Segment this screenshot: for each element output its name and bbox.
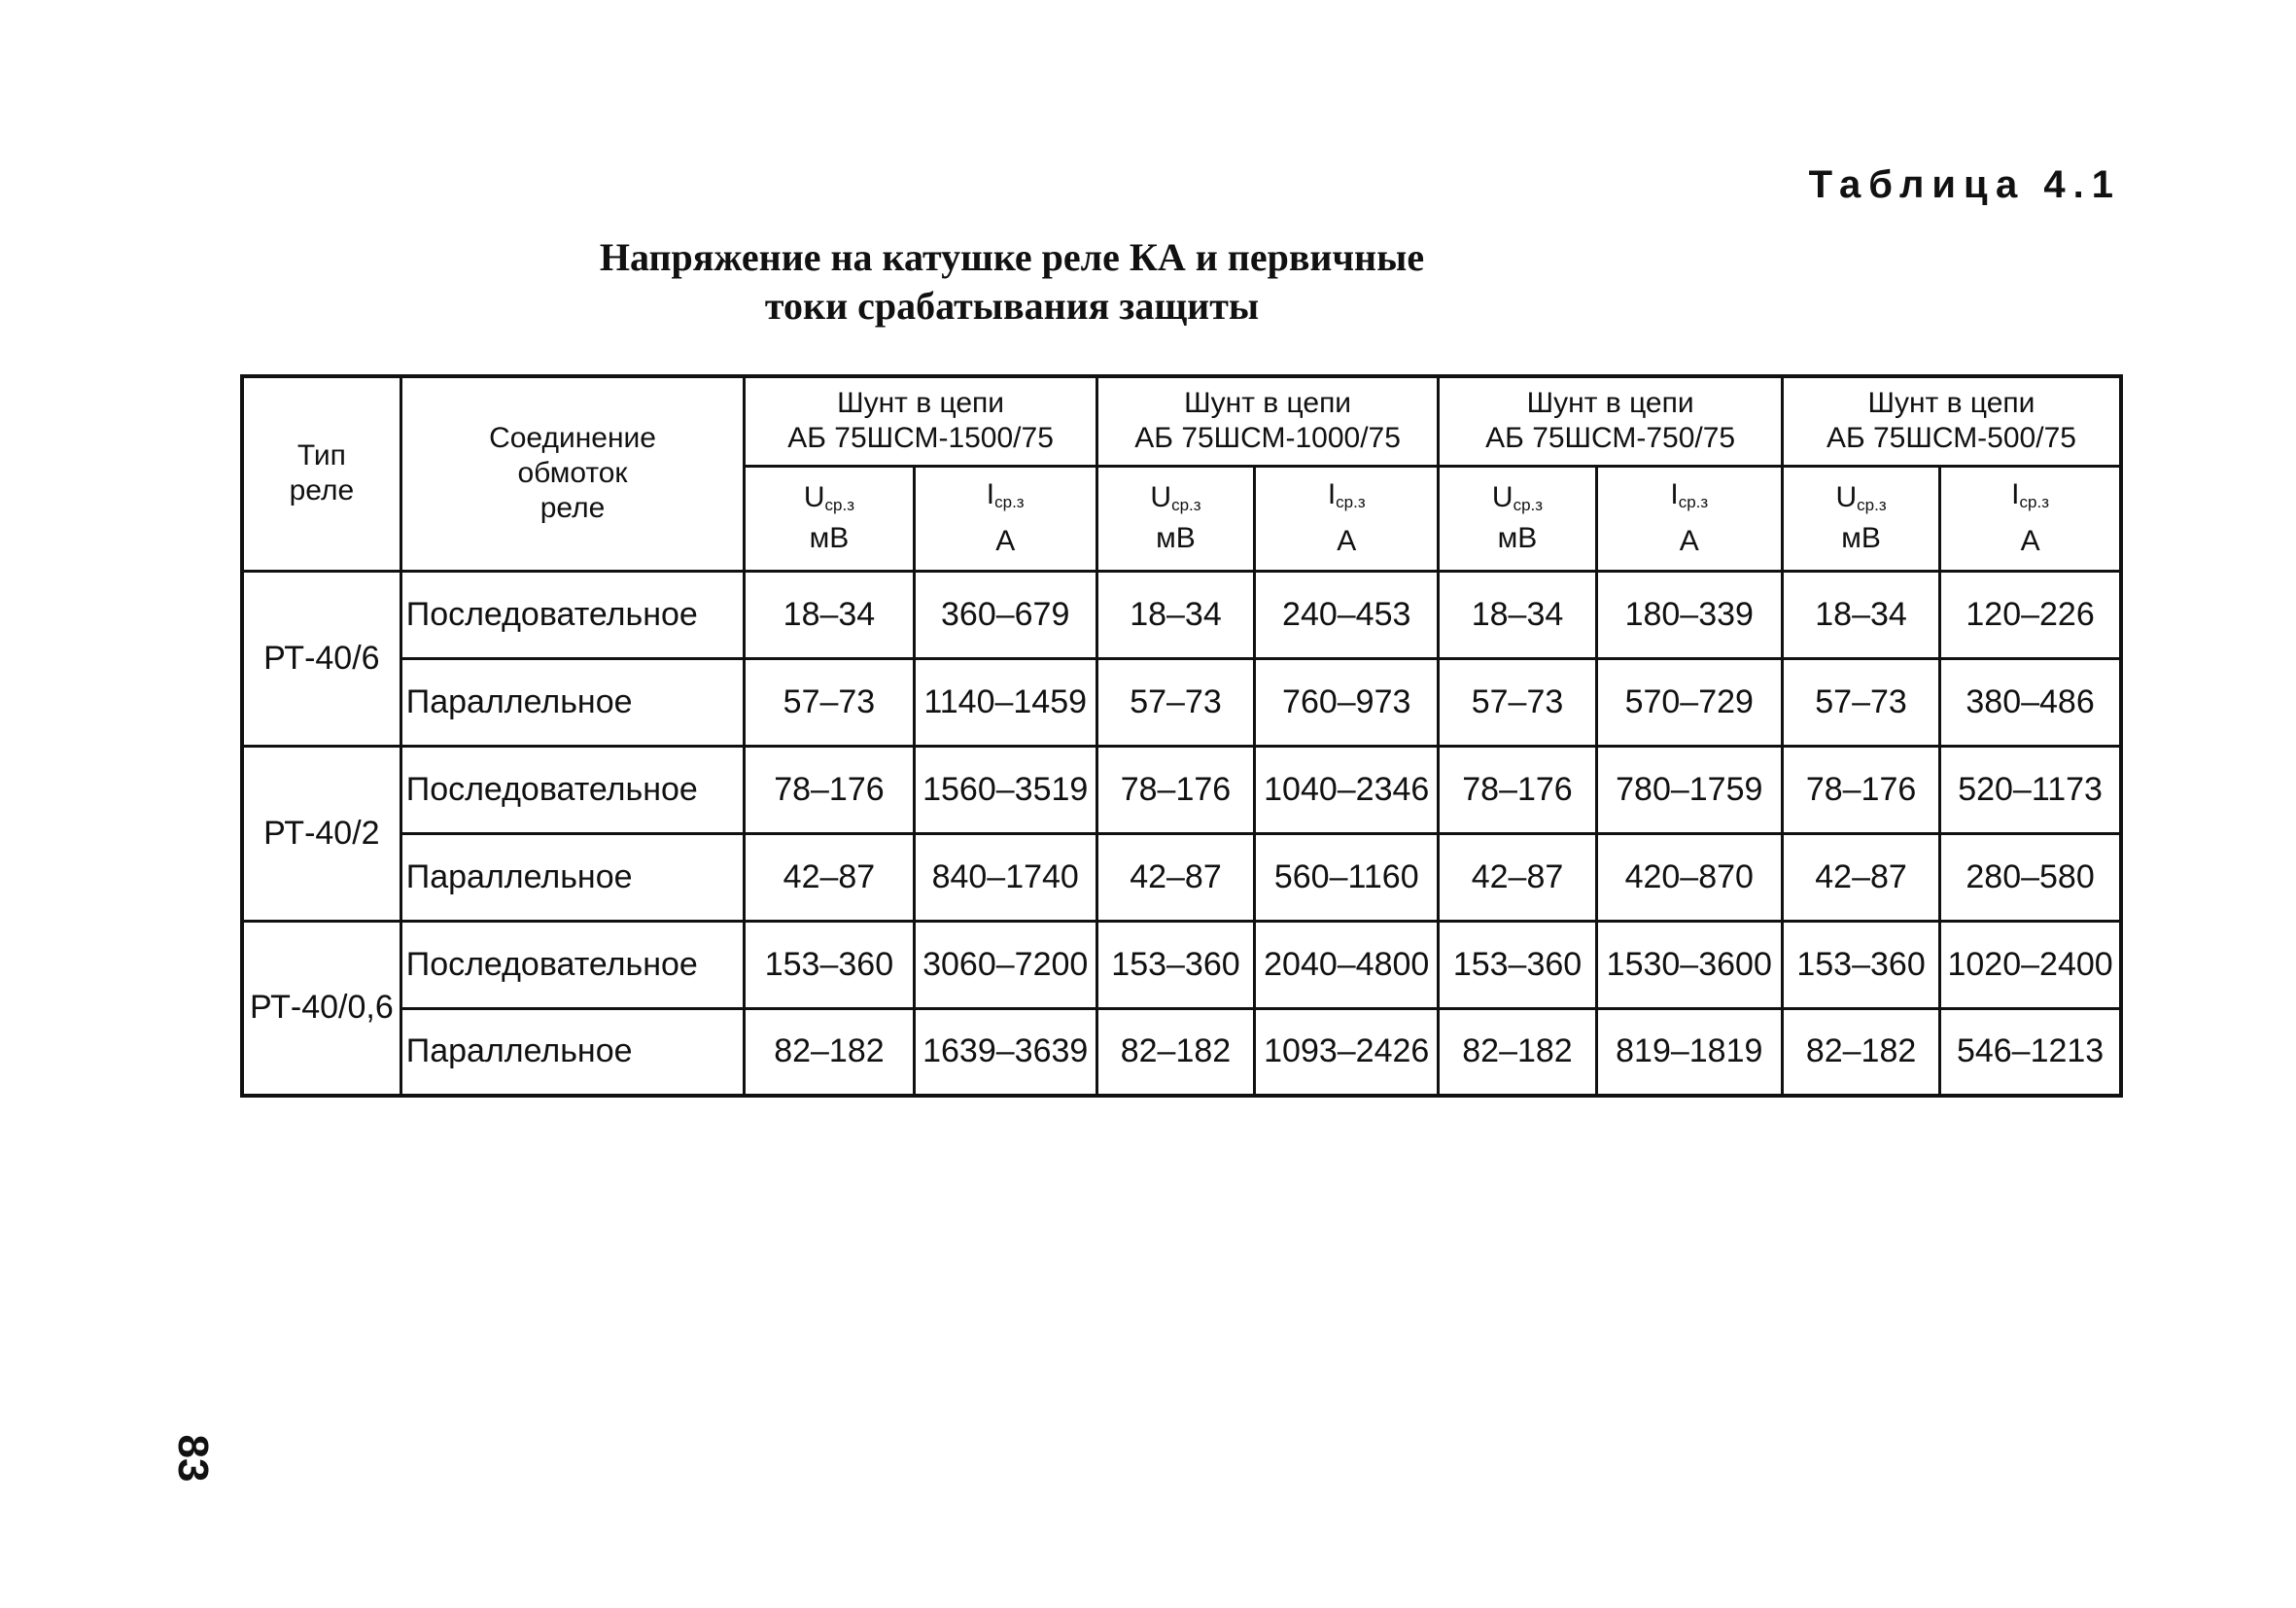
current-cell: 1530–3600 <box>1596 921 1782 1008</box>
table-row <box>242 921 2121 1008</box>
table-row <box>242 1008 2121 1096</box>
current-cell: 780–1759 <box>1596 746 1782 833</box>
header-i-srz: $I_{ср.з}$ А <box>1596 466 1782 571</box>
relay-table <box>240 374 2123 1098</box>
connection-cell: Последовательное <box>400 571 745 658</box>
table-row <box>242 658 2121 746</box>
header-relay-type: Тип реле <box>242 376 400 571</box>
table-label: Таблица 4.1 <box>1808 163 2121 206</box>
current-cell: 180–339 <box>1596 571 1782 658</box>
connection-cell: Последовательное <box>400 746 745 833</box>
voltage-cell: 18–34 <box>745 571 914 658</box>
voltage-cell: 78–176 <box>1439 746 1596 833</box>
header-i-srz: $I_{ср.з}$ А <box>1255 466 1439 571</box>
current-cell: 240–453 <box>1255 571 1439 658</box>
header-shunt-500: Шунт в цепи АБ 75ШСМ-500/75 <box>1782 376 2121 466</box>
current-cell: 546–1213 <box>1940 1008 2121 1096</box>
current-cell: 120–226 <box>1940 571 2121 658</box>
voltage-cell: 42–87 <box>1782 833 1939 921</box>
current-cell: 1020–2400 <box>1940 921 2121 1008</box>
current-cell: 360–679 <box>914 571 1096 658</box>
voltage-cell: 82–182 <box>745 1008 914 1096</box>
voltage-cell: 153–360 <box>1439 921 1596 1008</box>
connection-cell: Параллельное <box>400 833 745 921</box>
current-cell: 1093–2426 <box>1255 1008 1439 1096</box>
current-cell: 1040–2346 <box>1255 746 1439 833</box>
voltage-cell: 153–360 <box>745 921 914 1008</box>
table-row <box>242 571 2121 658</box>
voltage-cell: 42–87 <box>1439 833 1596 921</box>
voltage-cell: 57–73 <box>745 658 914 746</box>
current-cell: 520–1173 <box>1940 746 2121 833</box>
relay-type-cell: РТ-40/6 <box>242 571 400 746</box>
current-cell: 420–870 <box>1596 833 1782 921</box>
header-i-srz: $I_{ср.з}$ А <box>1940 466 2121 571</box>
header-shunt-1000: Шунт в цепи АБ 75ШСМ-1000/75 <box>1096 376 1439 466</box>
title-line-2: токи срабатывания защиты <box>764 284 1260 328</box>
table-body <box>242 571 2121 1096</box>
voltage-cell: 82–182 <box>1096 1008 1254 1096</box>
current-cell: 840–1740 <box>914 833 1096 921</box>
current-cell: 1140–1459 <box>914 658 1096 746</box>
current-cell: 570–729 <box>1596 658 1782 746</box>
table-row <box>242 746 2121 833</box>
header-shunt-750: Шунт в цепи АБ 75ШСМ-750/75 <box>1439 376 1783 466</box>
relay-type-cell: РТ-40/0,6 <box>242 921 400 1096</box>
header-u-srz: $U_{ср.з}$ мВ <box>1782 466 1939 571</box>
header-i-srz: $I_{ср.з}$ А <box>914 466 1096 571</box>
header-u-srz: $U_{ср.з}$ мВ <box>745 466 914 571</box>
current-cell: 380–486 <box>1940 658 2121 746</box>
table-title <box>0 233 2296 331</box>
page-number: 83 <box>169 1434 217 1483</box>
voltage-cell: 153–360 <box>1782 921 1939 1008</box>
connection-cell: Параллельное <box>400 658 745 746</box>
connection-cell: Последовательное <box>400 921 745 1008</box>
voltage-cell: 57–73 <box>1096 658 1254 746</box>
voltage-cell: 78–176 <box>745 746 914 833</box>
voltage-cell: 42–87 <box>745 833 914 921</box>
current-cell: 1560–3519 <box>914 746 1096 833</box>
voltage-cell: 57–73 <box>1439 658 1596 746</box>
connection-cell: Параллельное <box>400 1008 745 1096</box>
header-connection: Соединение обмоток реле <box>400 376 745 571</box>
voltage-cell: 78–176 <box>1096 746 1254 833</box>
current-cell: 2040–4800 <box>1255 921 1439 1008</box>
header-u-srz: $U_{ср.з}$ мВ <box>1439 466 1596 571</box>
current-cell: 280–580 <box>1940 833 2121 921</box>
voltage-cell: 78–176 <box>1782 746 1939 833</box>
current-cell: 560–1160 <box>1255 833 1439 921</box>
current-cell: 1639–3639 <box>914 1008 1096 1096</box>
voltage-cell: 42–87 <box>1096 833 1254 921</box>
voltage-cell: 82–182 <box>1439 1008 1596 1096</box>
voltage-cell: 18–34 <box>1782 571 1939 658</box>
header-shunt-1500: Шунт в цепи АБ 75ШСМ-1500/75 <box>745 376 1097 466</box>
header-u-srz: $U_{ср.з}$ мВ <box>1096 466 1254 571</box>
voltage-cell: 18–34 <box>1439 571 1596 658</box>
voltage-cell: 18–34 <box>1096 571 1254 658</box>
relay-type-cell: РТ-40/2 <box>242 746 400 921</box>
voltage-cell: 153–360 <box>1096 921 1254 1008</box>
voltage-cell: 57–73 <box>1782 658 1939 746</box>
title-line-1: Напряжение на катушке реле КА и первичные <box>599 235 1425 279</box>
current-cell: 819–1819 <box>1596 1008 1782 1096</box>
current-cell: 3060–7200 <box>914 921 1096 1008</box>
current-cell: 760–973 <box>1255 658 1439 746</box>
table-row <box>242 833 2121 921</box>
voltage-cell: 82–182 <box>1782 1008 1939 1096</box>
